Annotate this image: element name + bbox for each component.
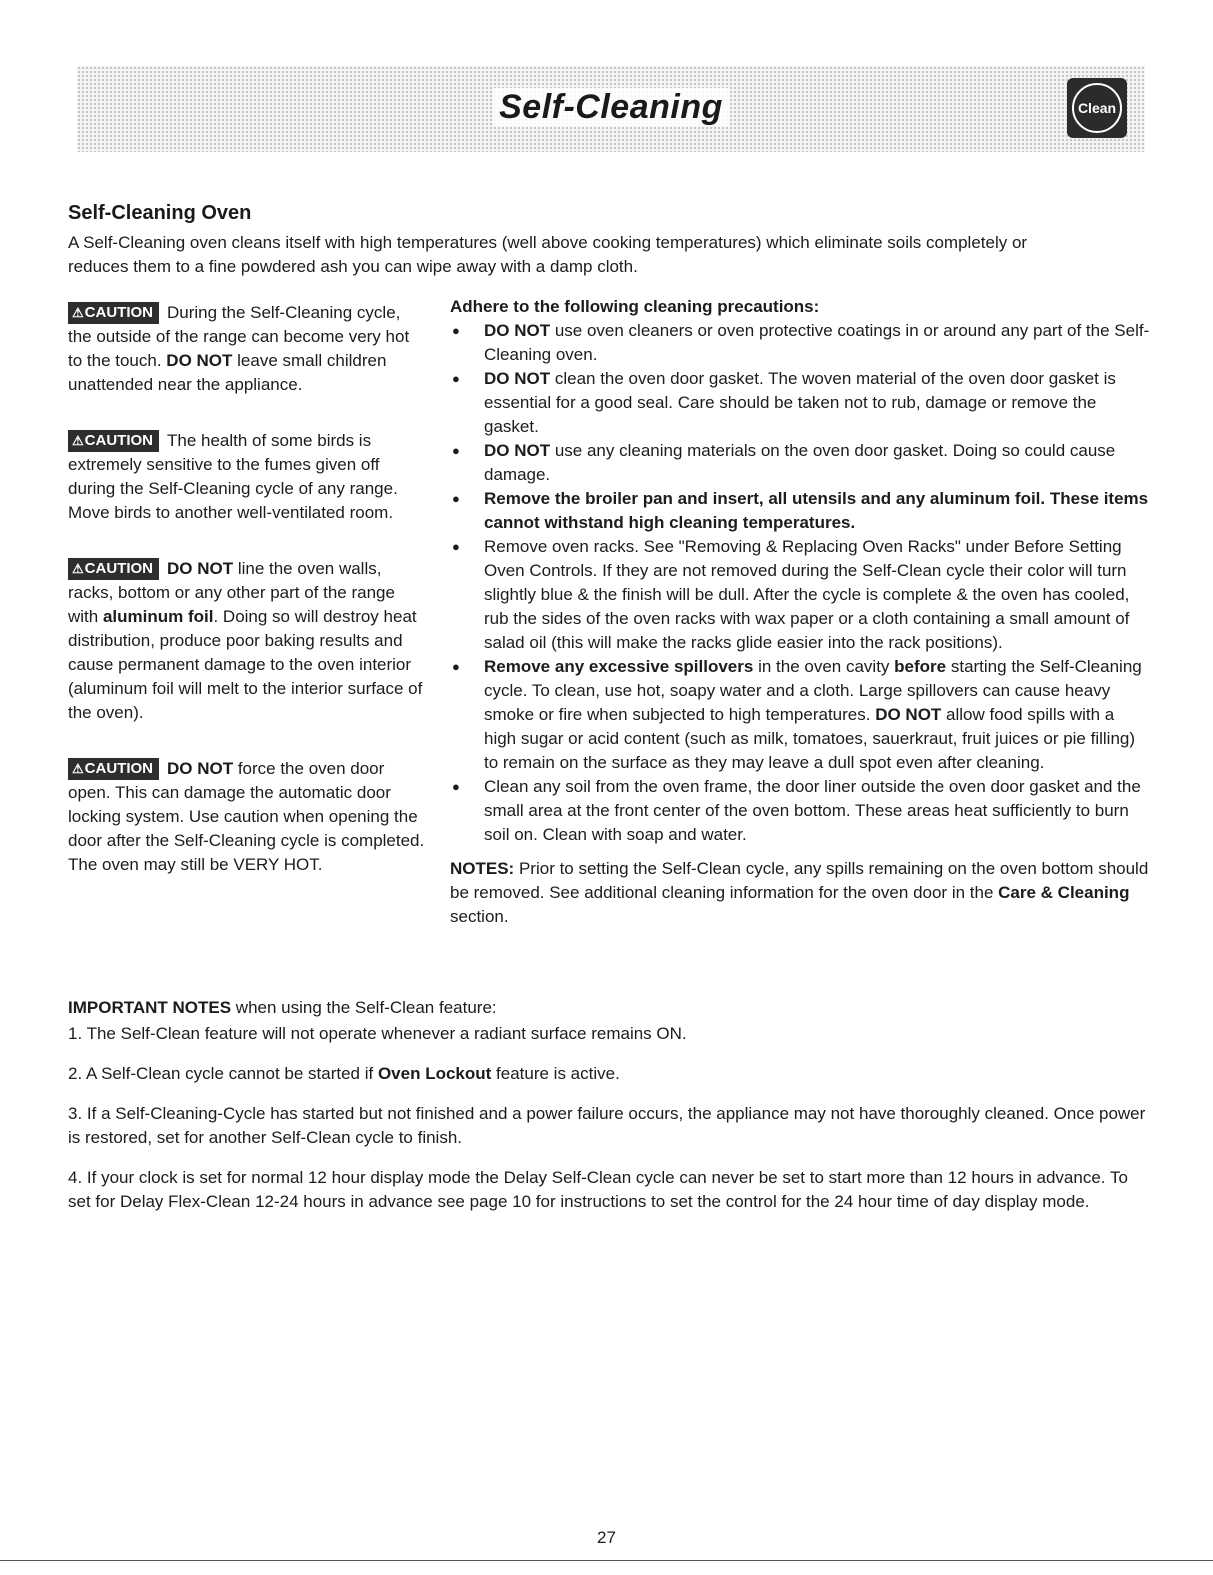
list-item: ● Clean any soil from the oven frame, the door liner outside the oven door gasket and the small area at the front center of the oven bottom. These areas heat sufficiently to burn soil on. Clean with soap and water. — [452, 777, 1141, 844]
caution-badge: ⚠CAUTION — [68, 302, 159, 324]
bullet-icon: ● — [452, 779, 460, 794]
caution-block: ⚠CAUTION During the Self-Cleaning cycle, the outside of the range can become very hot to the touch. DO NOT leave small children unattended near the appliance. — [68, 303, 410, 394]
list-item: ● DO NOT clean the oven door gasket. The woven material of the oven door gasket is essential for a good seal. Care should be taken not to rub, damage or remove the gasket. — [452, 369, 1116, 436]
bullet-icon: ● — [452, 539, 460, 554]
precautions-heading: Adhere to the following cleaning precautions: — [450, 297, 820, 316]
list-item: 3. If a Self-Cleaning-Cycle has started but not finished and a power failure occurs, the appliance may not have thoroughly cleaned. Once power is restored, set for another Self-Clean cycle to finish. — [68, 1104, 1146, 1147]
list-item: ● DO NOT use any cleaning materials on the oven door gasket. Doing so could cause damage. — [452, 441, 1116, 484]
precautions-list — [450, 319, 1150, 847]
bullet-icon: ● — [452, 659, 460, 674]
warning-triangle-icon: ⚠ — [72, 561, 84, 576]
list-item: ● Remove the broiler pan and insert, all utensils and any aluminum foil. These items cannot withstand high cleaning temperatures. — [452, 489, 1149, 532]
caution-badge: ⚠CAUTION — [68, 758, 159, 780]
section-title: Self-Cleaning Oven — [68, 202, 252, 224]
warning-triangle-icon: ⚠ — [72, 761, 84, 776]
list-item: 2. A Self-Clean cycle cannot be started if Oven Lockout feature is active. — [68, 1064, 620, 1083]
bullet-icon: ● — [452, 491, 460, 506]
precautions-column — [450, 295, 1150, 929]
bullet-icon: ● — [452, 371, 460, 386]
page-number: 27 — [597, 1528, 616, 1547]
bottom-rule — [0, 1560, 1213, 1561]
notes-paragraph: NOTES: Prior to setting the Self-Clean cycle, any spills remaining on the oven bottom should be removed. See additional cleaning information for the oven door in the Care & Cleaning section. — [450, 859, 1149, 926]
warning-triangle-icon: ⚠ — [72, 433, 84, 448]
important-notes — [68, 996, 1148, 1214]
warning-triangle-icon: ⚠ — [72, 305, 84, 320]
header-banner — [77, 66, 1145, 152]
caution-badge: ⚠CAUTION — [68, 430, 159, 452]
clean-badge-label: Clean — [1072, 83, 1122, 133]
caution-block: ⚠CAUTION The health of some birds is extremely sensitive to the fumes given off during the Self-Cleaning cycle of any range. Move birds to another well-ventilated room. — [68, 431, 398, 522]
list-item: ● Remove oven racks. See "Removing & Replacing Oven Racks" under Before Setting Oven Controls. If they are not removed during the Self-Clean cycle their color will turn slightly blue & the finish will be dull. After the cycle is complete & the oven has cooled, rub the sides of the oven racks with wax paper or a cloth containing a small amount of salad oil (this will make the racks glide easier into the rack positions). — [452, 537, 1130, 652]
page-title: Self-Cleaning — [77, 88, 1145, 127]
caution-block: ⚠CAUTION DO NOT force the oven door open. This can damage the automatic door locking system. Use caution when opening the door after the Self-Cleaning cycle is completed. The oven may still be VERY HOT. — [68, 759, 425, 874]
clean-icon — [1067, 78, 1127, 138]
list-item: ● Remove any excessive spillovers in the oven cavity before starting the Self-Cleaning cycle. To clean, use hot, soapy water and a cloth. Large spillovers can cause heavy smoke or fire when subjected to high temperatures. DO NOT allow food spills with a high sugar or acid content (such as milk, tomatoes, sauerkraut, fruit juices or pie filling) to remain on the surface as they may leave a dull spot even after cleaning. — [452, 657, 1142, 772]
caution-badge: ⚠CAUTION — [68, 558, 159, 580]
caution-column — [68, 301, 428, 909]
bullet-icon: ● — [452, 323, 460, 338]
list-item: ● DO NOT use oven cleaners or oven protective coatings in or around any part of the Self-Cleaning oven. — [452, 321, 1150, 364]
bullet-icon: ● — [452, 443, 460, 458]
important-notes-heading: IMPORTANT NOTES when using the Self-Clean feature: — [68, 998, 497, 1017]
list-item: 4. If your clock is set for normal 12 hour display mode the Delay Self-Clean cycle can never be set to start more than 12 hours in advance. To set for Delay Flex-Clean 12-24 hours in advance see page 10 for instructions to set the control for the 24 hour time of day display mode. — [68, 1168, 1128, 1211]
list-item: 1. The Self-Clean feature will not operate whenever a radiant surface remains ON. — [68, 1024, 687, 1043]
caution-block: ⚠CAUTION DO NOT line the oven walls, racks, bottom or any other part of the range with aluminum foil. Doing so will destroy heat distribution, produce poor baking results and cause permanent damage to the oven interior (aluminum foil will melt to the interior surface of the oven). — [68, 559, 423, 722]
section-intro: A Self-Cleaning oven cleans itself with high temperatures (well above cooking temperatures) which eliminate soils completely or reduces them to a fine powdered ash you can wipe away with a damp cloth. — [68, 233, 1028, 276]
